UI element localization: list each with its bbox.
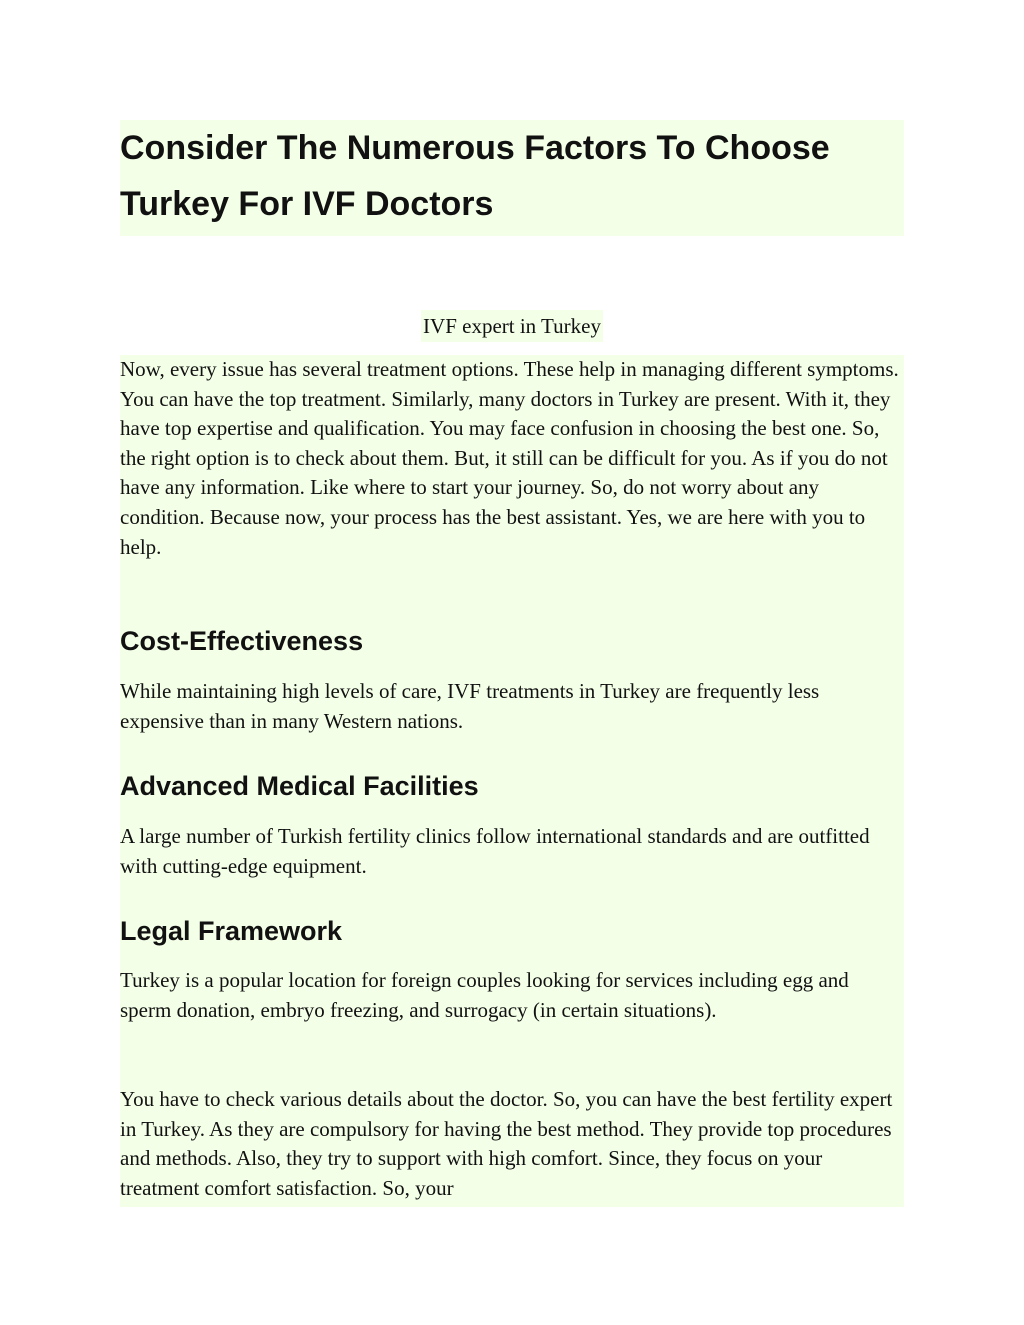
section-text-cost-effectiveness: While maintaining high levels of care, IVF treatments in Turkey are frequently less expensive than in many Western nations. — [120, 679, 820, 733]
section-text-advanced-medical-facilities: A large number of Turkish fertility clinics follow international standards and are outfitted with cutting-edge equipment. — [120, 824, 870, 878]
closing-paragraph: You have to check various details about the doctor. So, you can have the best fertility expert in Turkey. As they are compulsory for having the best method. They provide top procedures and methods. Also, they try to support with high comfort. Since, they focus on your treatment comfort satisfaction. So, your — [120, 1087, 893, 1200]
page-title: Consider The Numerous Factors To Choose Turkey For IVF Doctors — [120, 129, 830, 223]
section-heading-legal-framework: Legal Framework — [120, 916, 343, 946]
image-caption: IVF expert in Turkey — [421, 310, 603, 342]
section-heading-cost-effectiveness: Cost-Effectiveness — [120, 626, 364, 656]
image-caption-row — [0, 310, 1024, 342]
section-heading-advanced-medical-facilities: Advanced Medical Facilities — [120, 771, 479, 801]
intro-paragraph: Now, every issue has several treatment options. These help in managing different symptoms. You can have the top treatment. Similarly, many doctors in Turkey are present. With it, they have top expertise and qualification. You may face confusion in choosing the best one. So, the right option is to check about them. But, it still can be difficult for you. As if you do not have any information. Like where to start your journey. So, do not worry about any condition. Because now, your process has the best assistant. Yes, we are here with you to help. — [120, 357, 899, 559]
title-highlight — [120, 120, 904, 236]
article-body — [120, 355, 904, 1207]
section-text-legal-framework: Turkey is a popular location for foreign couples looking for services including egg and sperm donation, embryo freezing, and surrogacy (in certain situations). — [120, 968, 849, 1022]
